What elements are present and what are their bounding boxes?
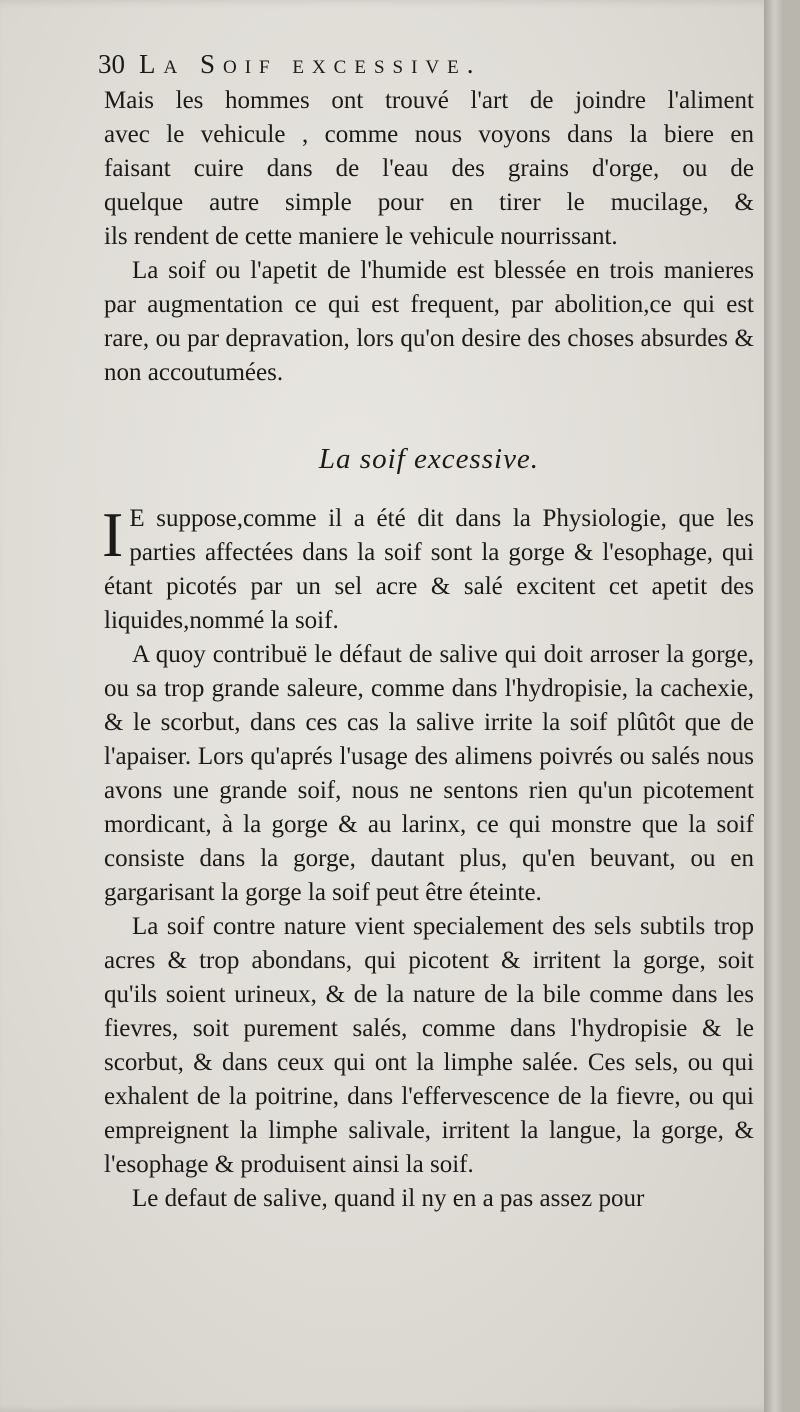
paragraph-text: E suppose,comme il a été dit dans la Physiologie, que les parties affectées dans la soif sont la gorge & l'esophage, qui étant picotés par un sel acre & salé excitent cet apetit des liquides,nommé la soif. xyxy=(104,505,754,634)
page-edge xyxy=(764,0,782,1412)
text-block xyxy=(98,44,754,1216)
page-number: 30 xyxy=(98,49,125,79)
running-header xyxy=(98,44,754,84)
paragraph-defaut-de-salive: Le defaut de salive, quand il ny en a pas assez pour xyxy=(132,1185,645,1212)
intro-line: quelque autre simple pour en tirer le mucilage, & xyxy=(104,189,754,216)
paragraph-soif-blessee: La soif ou l'apetit de l'humide est blessée en trois manieres par augmentation ce qui est frequent, par abolition,ce qui est rare, ou par depravation, lors qu'on desire des choses absurdes & non accoutumées. xyxy=(104,257,754,386)
running-title: La Soif excessive. xyxy=(139,49,482,79)
intro-line: Mais les hommes ont trouvé l'art de joindre l'aliment xyxy=(104,87,754,114)
intro-line: faisant cuire dans de l'eau des grains d'orge, ou de xyxy=(104,155,754,182)
intro-line: avec le vehicule , comme nous voyons dans la biere en xyxy=(104,121,754,148)
intro-line: ils rendent de cette maniere le vehicule nourrissant. xyxy=(104,223,618,250)
paragraph-soif-contre-nature: La soif contre nature vient specialement des sels subtils trop acres & trop abondans, qui picotent & irritent la gorge, soit qu'ils soient urineux, & de la nature de la bile comme dans les fievres, soit purement salés, comme dans l'hydropisie & le scorbut, & dans ceux qui ont la limphe salée. Ces sels, ou qui exhalent de la poitrine, dans l'effervescence de la fievre, ou qui empreignent la limphe salivale, irritent la langue, la gorge, & l'esophage & produisent ainsi la soif. xyxy=(104,913,754,1178)
drop-cap: I xyxy=(102,499,124,570)
paragraph-suppose xyxy=(102,499,754,638)
paragraph-defaut-salive: A quoy contribuë le défaut de salive qui doit arroser la gorge, ou sa trop grande saleure, comme dans l'hydropisie, la cachexie, & le scorbut, dans ces cas la salive irrite la soif plûtôt que de l'apaiser. Lors qu'aprés l'usage des alimens poivrés ou salés nous avons une grande soif, nous ne sentons rien qu'un picotement mordicant, à la gorge & au larinx, ce qui monstre que la soif consiste dans la gorge, dautant plus, qu'en beuvant, ou en gargarisant la gorge la soif peut être éteinte. xyxy=(104,641,754,906)
section-title: La soif excessive. xyxy=(318,443,540,475)
